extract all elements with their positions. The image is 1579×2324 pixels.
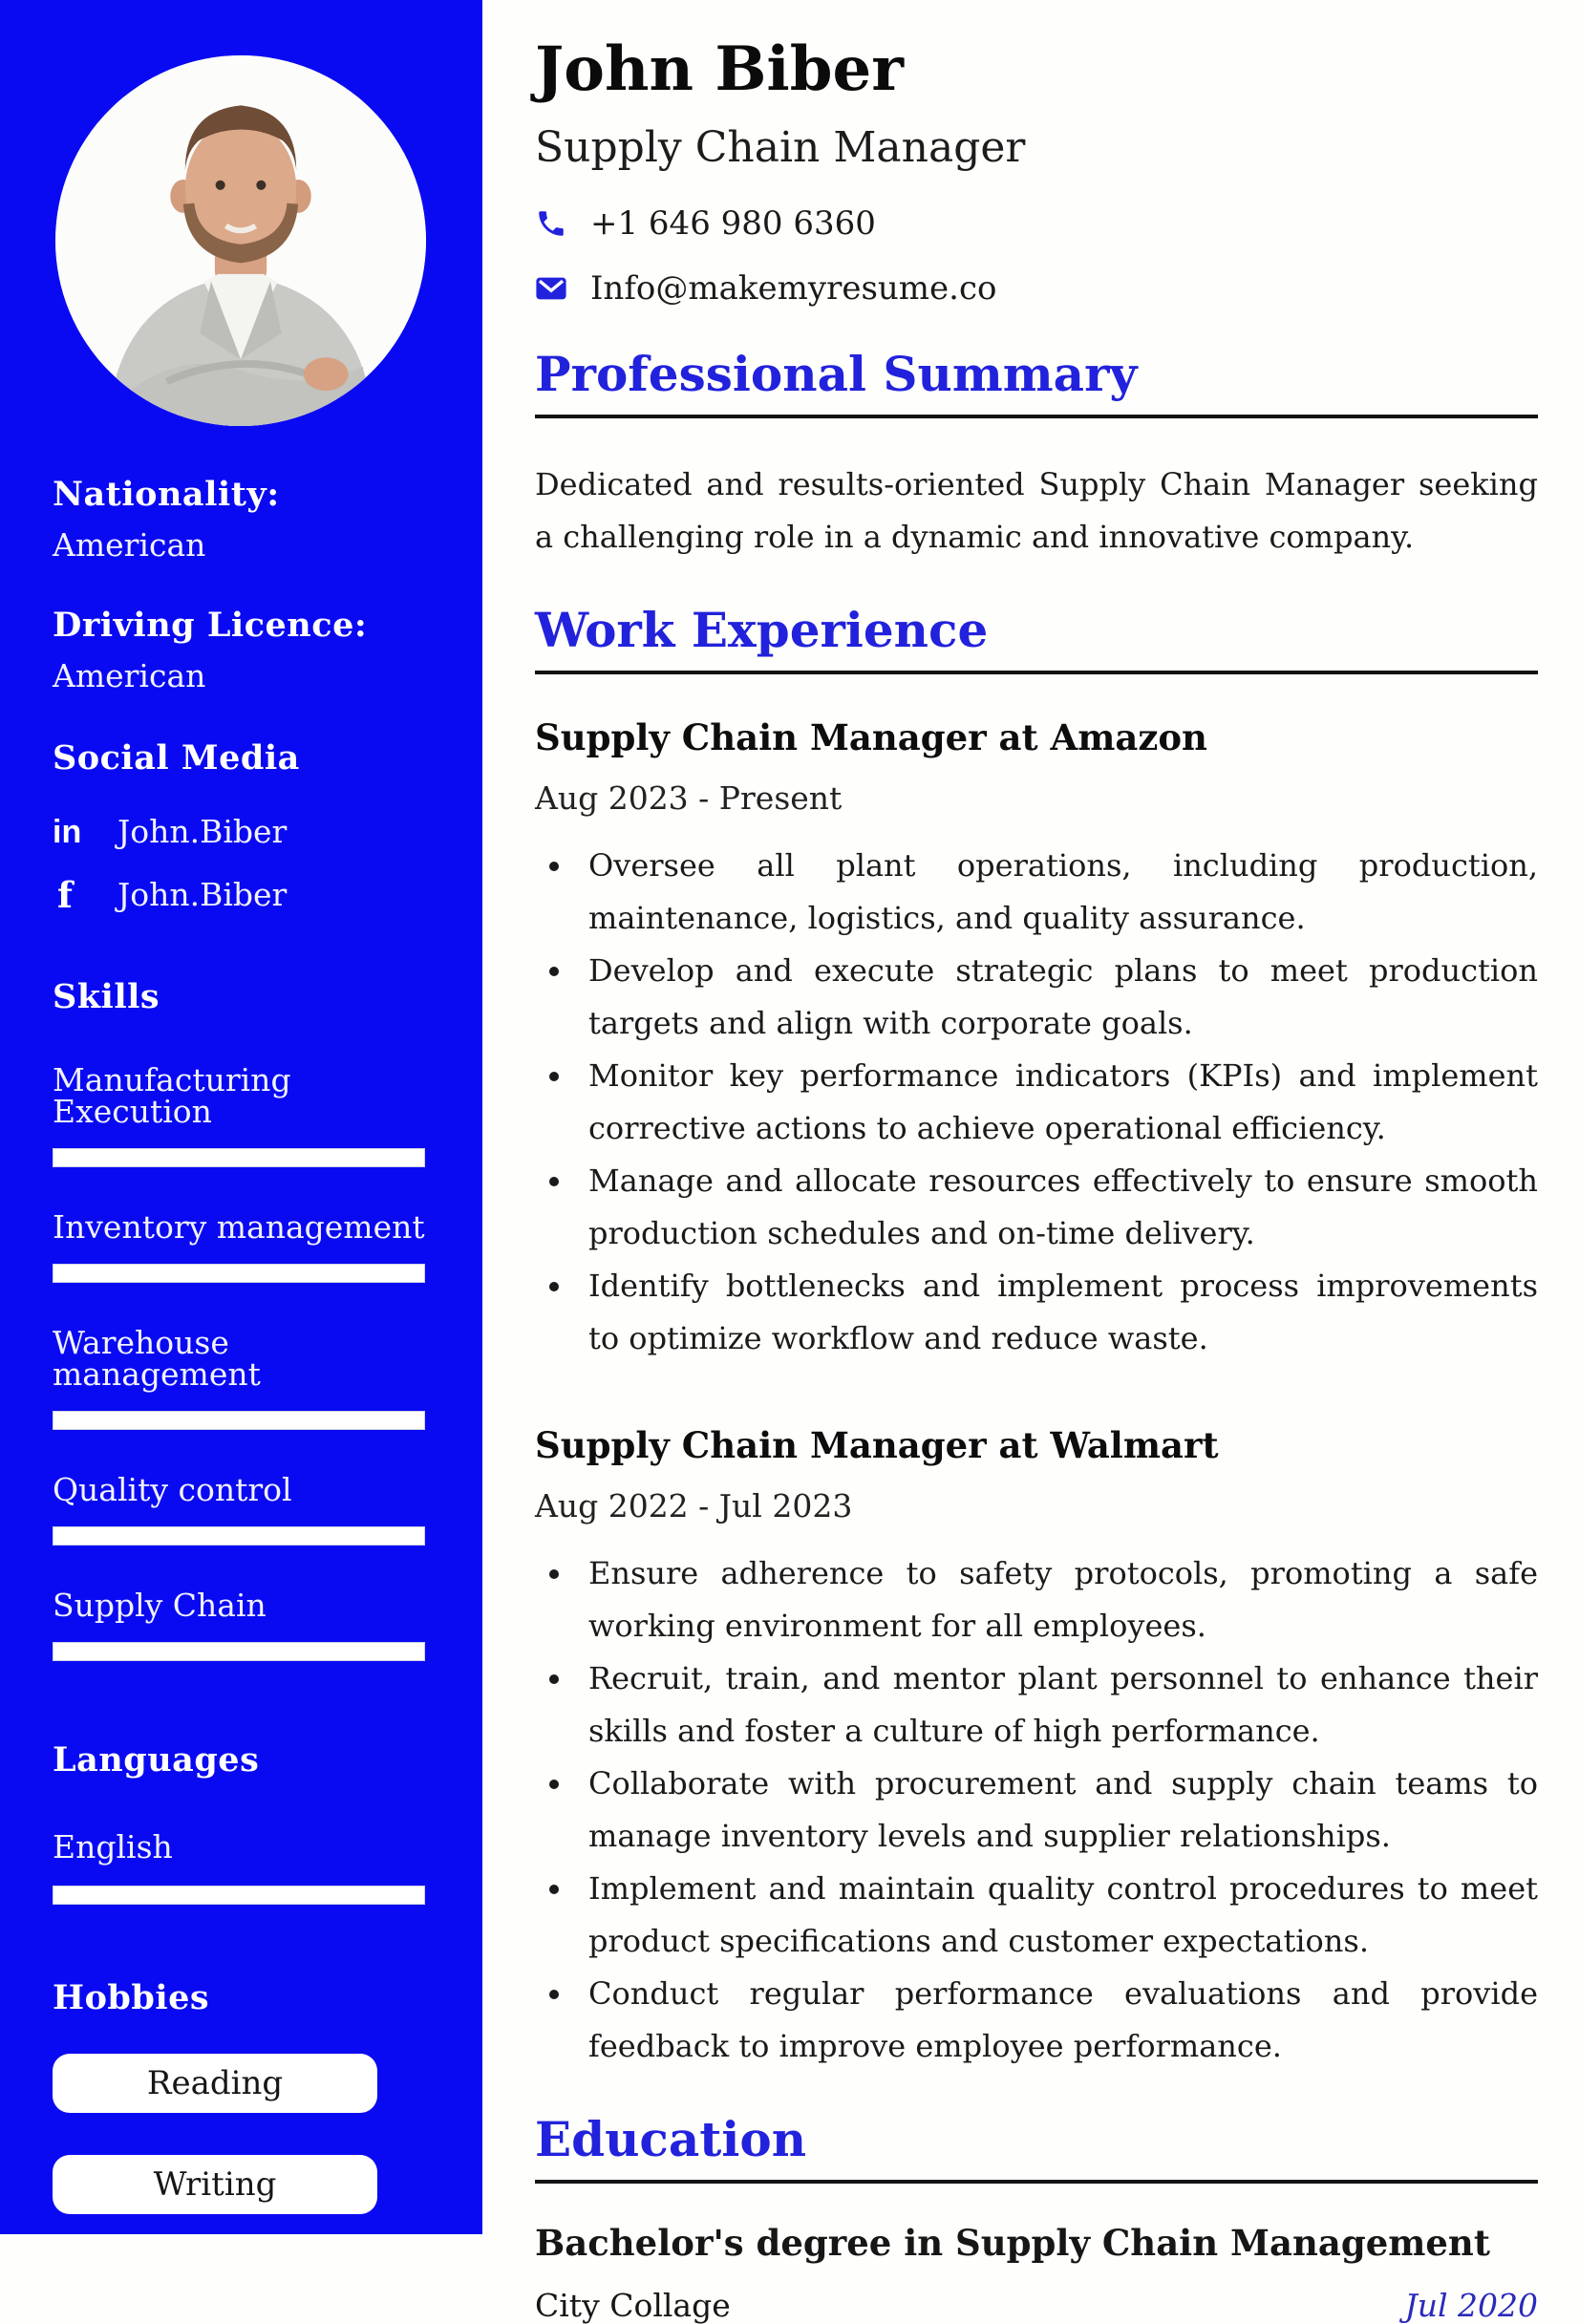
skill-bar-fill [53,1412,424,1429]
profile-avatar-illustration [55,55,426,426]
languages-label: Languages [53,1740,260,1780]
skill-label: Manufacturing Execution [53,1061,291,1130]
language-label: English [53,1828,173,1866]
sidebar [0,0,482,2234]
section-rule [535,671,1538,674]
skill-label: Quality control [53,1471,292,1508]
job-bullets-walmart [535,1547,1538,2073]
job-title-amazon: Supply Chain Manager at Amazon [535,716,1207,758]
skill-bar [53,1148,425,1167]
skill-bar-fill [53,1149,424,1166]
skill-bar-fill [53,1265,424,1282]
hobbies-label: Hobbies [53,1978,210,2017]
candidate-name: John Biber [535,33,904,105]
driving-licence-label: Driving Licence: [53,606,368,645]
linkedin-handle: John.Biber [117,813,288,850]
section-rule [535,2180,1538,2184]
section-rule [535,415,1538,418]
education-section [535,2111,1538,2324]
skills-label: Skills [53,977,160,1016]
email-address: Info@makemyresume.co [590,269,997,308]
linkedin-icon: in [53,814,82,850]
bullet-item: • Monitor key performance indicators (KPIs) and implement corrective actions to achieve operational efficiency. [575,1050,1538,1155]
summary-text: Dedicated and results-oriented Supply Chain Manager seeking a challenging role in a dynamic and innovative company. [535,466,1538,555]
facebook-handle: John.Biber [117,876,288,913]
bullet-item: • Collaborate with procurement and supply chain teams to manage inventory levels and supplier relationships. [575,1758,1538,1863]
job-bullets-amazon [535,840,1538,1365]
bullet-item: • Oversee all plant operations, including production, maintenance, logistics, and quality assurance. [575,840,1538,945]
work-title: Work Experience [535,602,989,658]
envelope-icon [535,272,567,305]
hobby-chip: Reading [53,2054,377,2113]
job-title-walmart: Supply Chain Manager at Walmart [535,1424,1219,1466]
education-title: Education [535,2111,807,2167]
phone-number: +1 646 980 6360 [590,204,876,243]
nationality-label: Nationality: [53,475,280,514]
education-date: Jul 2020 [1404,2287,1538,2324]
facebook-link[interactable] [53,874,437,916]
sidebar-content [53,475,437,2214]
bullet-item: • Ensure adherence to safety protocols, promoting a safe working environment for all employees. [575,1547,1538,1652]
bullet-item: • Conduct regular performance evaluations and provide feedback to improve employee performance. [575,1968,1538,2073]
work-section [535,602,1538,2073]
skill-bar [53,1411,425,1430]
degree-title: Bachelor's degree in Supply Chain Management [535,2222,1490,2264]
skill-bar [53,1526,425,1546]
job-dates-amazon: Aug 2023 - Present [535,779,843,817]
school-name: City Collage [535,2287,731,2324]
bullet-item: • Develop and execute strategic plans to meet production targets and align with corporate goals. [575,945,1538,1050]
summary-section [535,346,1538,564]
email-row[interactable] [535,269,1538,308]
bullet-item: • Manage and allocate resources effectively to ensure smooth production schedules and on-time delivery. [575,1155,1538,1260]
social-media-label: Social Media [53,738,300,778]
profile-photo [55,55,426,426]
skill-bar-fill [53,1643,424,1660]
skill-bar [53,1642,425,1661]
bullet-item: • Identify bottlenecks and implement process improvements to optimize workflow and reduce waste. [575,1260,1538,1365]
linkedin-link[interactable] [53,814,437,850]
driving-licence-value: American [53,657,206,694]
facebook-icon: f [57,874,73,916]
education-detail-row [535,2287,1538,2324]
phone-row[interactable] [535,204,1538,243]
language-bar-fill [53,1887,424,1904]
phone-icon [535,207,567,240]
skill-bar [53,1264,425,1283]
skill-bar-fill [53,1527,424,1545]
bullet-item: • Recruit, train, and mentor plant personnel to enhance their skills and foster a culture of high performance. [575,1652,1538,1758]
main-column [535,0,1538,2324]
candidate-title: Supply Chain Manager [535,123,1026,172]
bullet-item: • Implement and maintain quality control procedures to meet product specifications and customer expectations. [575,1863,1538,1968]
job-dates-walmart: Aug 2022 - Jul 2023 [535,1487,853,1524]
summary-title: Professional Summary [535,346,1138,402]
nationality-value: American [53,526,206,564]
language-bar [53,1886,425,1905]
hobby-chip: Writing [53,2155,377,2214]
skill-label: Inventory management [53,1208,425,1246]
skill-label: Supply Chain [53,1587,267,1624]
skill-label: Warehouse management [53,1324,261,1393]
